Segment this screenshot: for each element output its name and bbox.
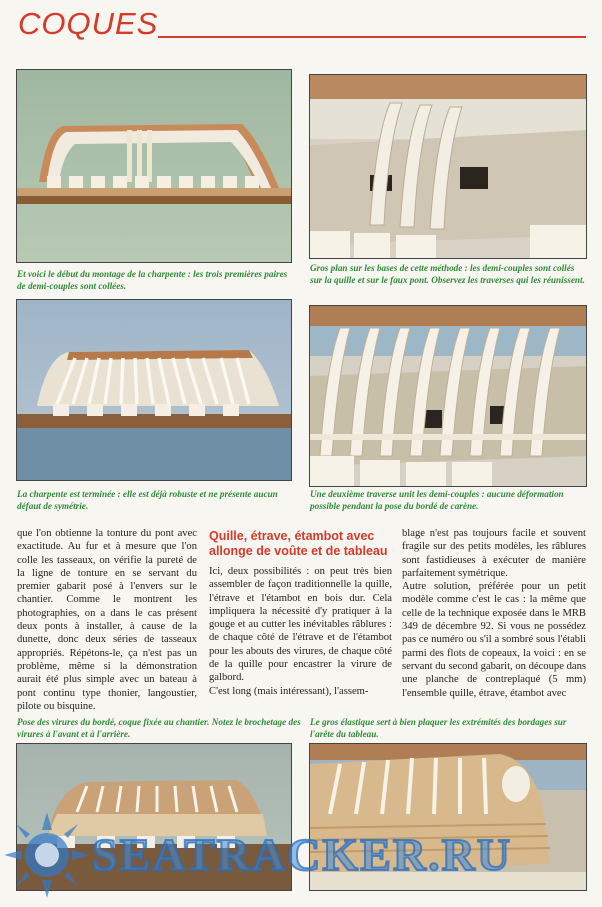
caption-planking: Pose des virures du bordé, coque fixée au chantier. Notez le brochetage des virures à l'avant et à l'arrière.: [17, 717, 301, 739]
watermark-text: SEATRACKER.RU: [92, 829, 513, 880]
article-paragraph: C'est long (mais intéressant), l'assem-: [209, 685, 369, 697]
page-title: COQUES: [18, 6, 159, 41]
caption-closeup-bases: Gros plan sur les bases de cette méthode : les demi-couples sont collés sur la quille et sur le faux pont. Observez les traverses qui les réunissent.: [310, 263, 585, 285]
article-paragraph: blage n'est pas toujours facile et souvent fragile sur des petits modèles, les râblures sont fastidieuses à exécuter de manière parfaitement symétrique.: [402, 528, 586, 579]
article-column-1: [17, 527, 197, 713]
photo-second-crosspiece: [310, 306, 586, 486]
photo-first-frames: [17, 70, 291, 262]
caption-first-frames: Et voici le début du montage de la charpente : les trois premières paires de demi-couples sont collées.: [17, 269, 288, 291]
caption-framework-done: La charpente est terminée : elle est déjà robuste et ne présente aucun défaut de symétrie.: [17, 489, 278, 511]
photo-closeup-bases: [310, 75, 586, 258]
article-column-3: [402, 527, 586, 700]
caption-second-crosspiece: Une deuxième traverse unit les demi-couples : aucune déformation possible pendant la pose du bordé de carène.: [310, 489, 564, 511]
caption-elastic: Le gros élastique sert à bien plaquer les extrémités des bordages sur l'arête du tableau.: [310, 717, 567, 739]
article-paragraph: Autre solution, préférée pour un petit modèle comme c'est le cas : la même que celle de la technique exposée dans le MRB 349 de décembre 92. Si vous ne possédez pas ce numéro ou s'il a sombré sous l'établi parmi des flots de copeaux, la voici : en se servant du second gabarit, on découpe dans une planche de contreplaqué (5 mm) l'ensemble quille, étrave, étambot avec: [402, 581, 586, 699]
section-subheading: Quille, étrave, étambot avec allonge de voûte et de tableau: [209, 529, 388, 558]
title-rule: [158, 36, 586, 38]
article-column-2: [209, 529, 392, 698]
article-paragraph: Ici, deux possibilités : on peut très bien assembler de façon traditionnelle la quille, l'étrave et l'étambot en bois dur. Cela impliquera la nécessité d'y pratiquer à la gouge et au cutter les inévitables râblures : de chaque côté de l'étrave et de l'étambot pour les abouts des virures, de chaque côté de la quille pour encastrer la virure de galbord.: [209, 566, 392, 684]
article-paragraph: que l'on obtienne la tonture du pont avec exactitude. Au fur et à mesure que l'on colle les tasseaux, on vérifie la pureté de la ligne de tonture en se servant du premier gabarit posé à l'envers sur le chantier. Comme le montrent les photographies, on a dans le cas présent deux ponts à installer, à cause de la dunette, donc deux séries de tasseaux appropriés. Répétons-le, ça n'est pas un problème, même si la démonstration aurait été plus simple avec un bateau à pont continu type thonier, langoustier, pilote ou bisquine.: [17, 528, 197, 712]
photo-framework-done: [17, 300, 291, 480]
sun-gear-icon: [4, 812, 90, 898]
watermark-logo: [4, 812, 90, 898]
